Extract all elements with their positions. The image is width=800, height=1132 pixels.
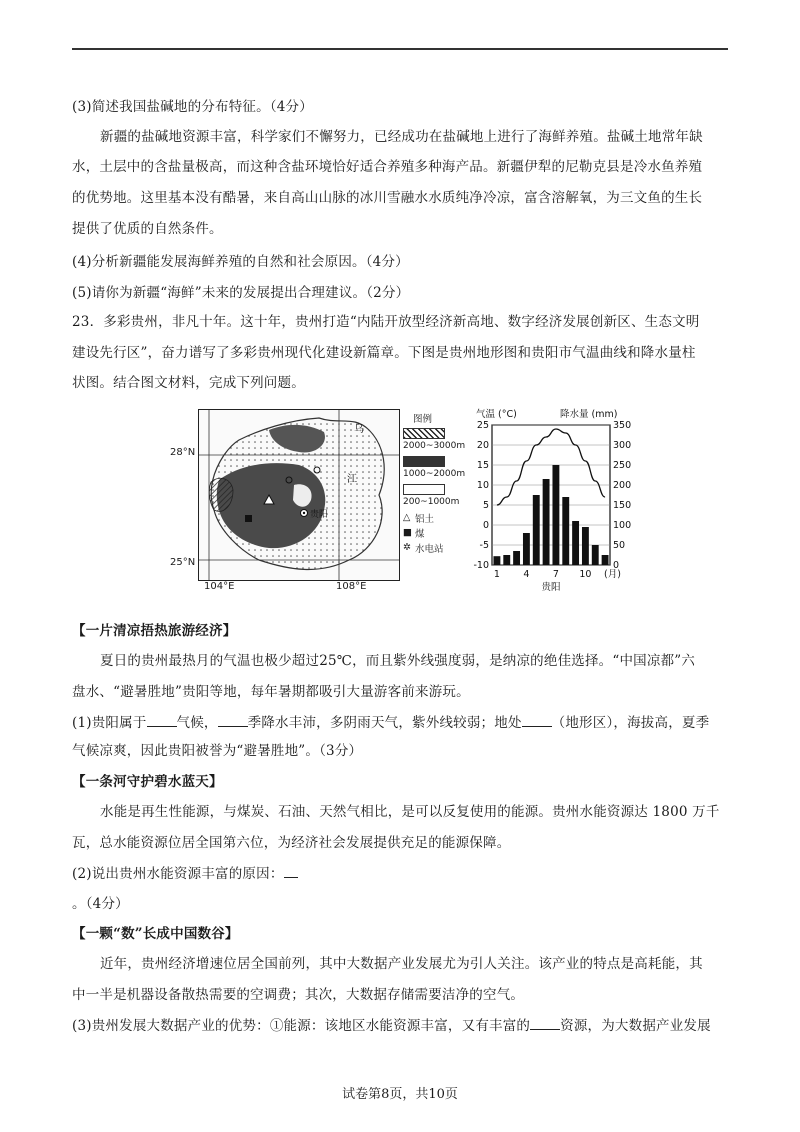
- x-tick-label: 10: [579, 569, 592, 580]
- precip-bar: [592, 545, 599, 565]
- legend-label: 200~1000m: [403, 497, 460, 507]
- precip-bar: [602, 555, 609, 565]
- sun-icon: ✲: [403, 542, 411, 553]
- x-tick-label: 1: [493, 569, 500, 580]
- precip-bar: [562, 497, 569, 565]
- legend-label: 水电站: [415, 543, 444, 555]
- page-footer: 试卷第8页，共10页: [342, 1087, 458, 1102]
- paragraph-line: 气候凉爽，因此贵阳被誉为“避暑胜地”。（3分）: [72, 743, 363, 759]
- paragraph-line: 的优势地。这里基本没有酷暑，来自高山山脉的冰川雪融水水质纯净冷凉，富含溶解氧，为三文鱼的生长: [72, 190, 703, 206]
- question-5: (5)请你为新疆“海鲜”未来的发展提出合理建议。（2分）: [72, 285, 410, 301]
- paragraph-line: 近年，贵州经济增速位居全国前列，其中大数据产业发展尤为引人关注。该产业的特点是高耗能，其: [100, 956, 703, 972]
- x-tick-label: 7: [552, 569, 559, 580]
- legend-label: 1000~2000m: [403, 469, 466, 479]
- legend-label: 2000~3000m: [403, 441, 466, 451]
- q1-part-c: 季降水丰沛，多阴雨天气，紫外线较弱；地处: [247, 715, 522, 731]
- answer-blank-resource[interactable]: [530, 1015, 560, 1030]
- temperature-line: [497, 429, 605, 505]
- precip-bar: [543, 479, 550, 565]
- legend-row-hydro: [403, 540, 473, 555]
- legend-row-200-1000: [403, 482, 473, 497]
- answer-blank-terrain[interactable]: [522, 712, 552, 727]
- figure-guizhou: [170, 405, 630, 605]
- question-23: 23．多彩贵州，非凡十年。这十年，贵州打造“内陆开放型经济新高地、数字经济发展创新区、生态文明: [72, 314, 700, 330]
- section-title-river: 【一条河守护碧水蓝天】: [72, 774, 223, 790]
- precip-bar: [552, 465, 559, 565]
- paragraph-line: 新疆的盐碱地资源丰富，科学家们不懈努力，已经成功在盐碱地上进行了海鲜养殖。盐碱土地常年缺: [100, 129, 703, 145]
- guiyang-marker-dot: [303, 512, 305, 514]
- lon-label-right: 108°E: [336, 581, 367, 592]
- paragraph-line: 状图。结合图文材料，完成下列问题。: [72, 375, 305, 391]
- question-4: (4)分析新疆能发展海鲜养殖的自然和社会原因。（4分）: [72, 254, 409, 270]
- y-right-tick-label: 250: [613, 460, 632, 471]
- lon-label-left: 104°E: [204, 581, 235, 592]
- legend-row-1000-2000: [403, 454, 473, 469]
- y-right-tick-label: 350: [613, 420, 632, 431]
- paragraph-line: 建设先行区”，奋力谱写了多彩贵州现代化建设新篇章。下图是贵州地形图和贵阳市气温曲线和降水量柱: [72, 345, 696, 361]
- white-swatch: [403, 484, 445, 495]
- question-1: [72, 712, 728, 733]
- paragraph-line: 水，土层中的含盐量极高，而这种含盐环境恰好适合养殖多种海产品。新疆伊犁的尼勒克县是冷水鱼养殖: [72, 159, 703, 175]
- map-legend: [403, 411, 473, 555]
- answer-blank-hydro[interactable]: [284, 863, 298, 878]
- question-3-salt: (3)简述我国盐碱地的分布特征。（4分）: [72, 99, 313, 115]
- answer-blank-season[interactable]: [218, 712, 248, 727]
- x-axis-unit: (月): [604, 569, 621, 580]
- section-title-data: 【一颗“数”长成中国数谷】: [72, 926, 239, 942]
- y-left-tick-label: 15: [476, 460, 489, 471]
- legend-label: 铝土: [415, 513, 435, 525]
- q1-part-a: (1)贵阳属于: [72, 715, 147, 731]
- legend-row-bauxite: [403, 510, 473, 525]
- x-tick-label: 4: [523, 569, 530, 580]
- section-title-tourism: 【一片清凉捂热旅游经济】: [72, 623, 237, 639]
- paragraph-line: 水能是再生性能源，与煤炭、石油、天然气相比，是可以反复使用的能源。贵州水能资源达 1800 万千: [100, 804, 720, 820]
- y-right-tick-label: 200: [613, 480, 632, 491]
- paragraph-line: 提供了优质的自然条件。: [72, 221, 223, 237]
- precip-bar: [523, 533, 530, 565]
- q1-part-b: 气候，: [176, 715, 218, 731]
- right-axis-title: 降水量 (mm): [560, 409, 618, 420]
- question-3-bigdata: [72, 1015, 728, 1036]
- legend-row-coal: [403, 525, 473, 540]
- q3-part-a: (3)贵州发展大数据产业的优势：①能源：该地区水能资源丰富，又有丰富的: [72, 1018, 531, 1034]
- climate-chart: [470, 405, 640, 605]
- square-icon: ■: [403, 527, 412, 538]
- y-left-tick-label: -5: [479, 540, 489, 551]
- legend-label: 煤: [415, 528, 425, 540]
- q1-part-d: （地形区），海拔高，夏季: [551, 715, 710, 731]
- lat-label-bottom: 25°N: [170, 557, 196, 568]
- y-right-tick-label: 150: [613, 500, 632, 511]
- precip-bar: [582, 527, 589, 565]
- triangle-icon: △: [403, 512, 411, 523]
- precip-bar: [503, 555, 510, 565]
- y-right-tick-label: 300: [613, 440, 632, 451]
- paragraph-line: 中一半是机器设备散热需要的空调费；其次，大数据存储需要洁净的空气。: [72, 987, 525, 1003]
- precip-bar: [493, 556, 500, 565]
- answer-blank-climate[interactable]: [147, 712, 177, 727]
- y-left-tick-label: 5: [482, 500, 489, 511]
- question-2-score: 。（4分）: [72, 896, 129, 912]
- y-left-tick-label: 10: [476, 480, 489, 491]
- terrain-map: [198, 409, 400, 581]
- station-label: 贵阳: [541, 582, 561, 593]
- river-label-jiang: 江: [347, 474, 357, 485]
- legend-title: 图例: [413, 414, 433, 425]
- hatch-swatch: [403, 428, 445, 439]
- q3-part-b: 资源，为大数据产业发展: [560, 1018, 711, 1034]
- y-right-tick-label: 50: [613, 540, 626, 551]
- climate-chart-svg: [470, 405, 640, 605]
- y-left-tick-label: -10: [473, 560, 489, 571]
- dark-swatch: [403, 456, 445, 467]
- paragraph-line: 夏日的贵州最热月的气温也极少超过25℃，而且紫外线强度弱，是纳凉的绝佳选择。“中国凉都”六: [100, 653, 696, 669]
- coal-symbol: [245, 515, 252, 522]
- precip-bar: [513, 551, 520, 565]
- top-rule: [72, 48, 728, 50]
- y-left-tick-label: 20: [476, 440, 489, 451]
- q2-text: (2)说出贵州水能资源丰富的原因：: [72, 866, 284, 882]
- left-axis-title: 气温 (°C): [476, 409, 517, 420]
- lat-label-top: 28°N: [170, 447, 196, 458]
- guiyang-label: 贵阳: [310, 510, 329, 520]
- paragraph-line: 盘水、“避暑胜地”贵阳等地，每年暑期都吸引大量游客前来游玩。: [72, 684, 470, 700]
- precip-bar: [533, 495, 540, 565]
- y-left-tick-label: 0: [482, 520, 489, 531]
- precip-bar: [572, 521, 579, 565]
- y-left-tick-label: 25: [476, 420, 489, 431]
- question-2: [72, 863, 728, 884]
- y-right-tick-label: 0: [613, 560, 620, 571]
- river-label-wu: 乌: [354, 424, 364, 435]
- y-right-tick-label: 100: [613, 520, 632, 531]
- paragraph-line: 瓦，总水能资源位居全国第六位，为经济社会发展提供充足的能源保障。: [72, 835, 511, 851]
- terrain-map-svg: [199, 410, 399, 580]
- legend-row-2000-3000: [403, 426, 473, 441]
